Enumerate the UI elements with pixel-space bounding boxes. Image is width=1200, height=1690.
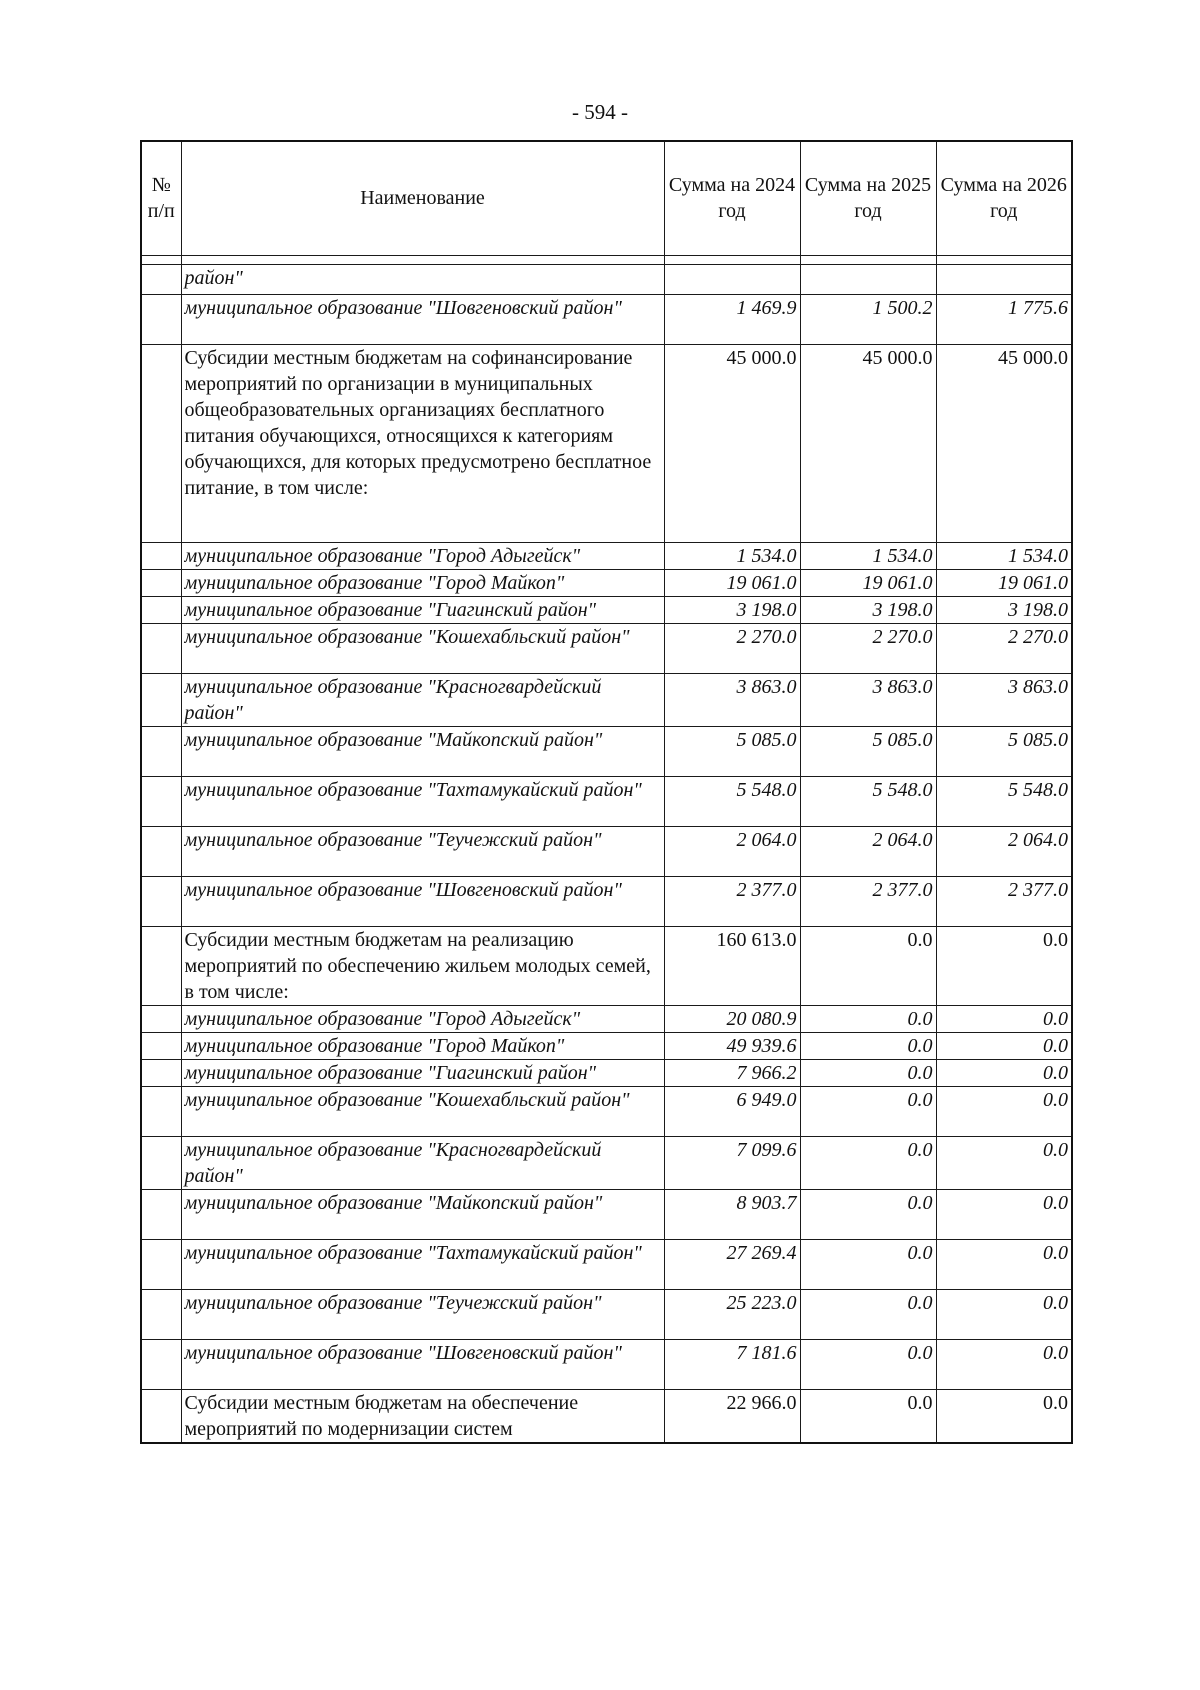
row-name-cell: муниципальное образование "Кошехабльский район" xyxy=(181,623,664,673)
row-value-2025: 0.0 xyxy=(800,1059,936,1086)
row-value-2025: 3 863.0 xyxy=(800,673,936,726)
table-row xyxy=(141,542,1072,569)
table-row xyxy=(141,1136,1072,1189)
row-name-cell: Субсидии местным бюджетам на софинансирование мероприятий по организации в муниципальных общеобразовательных организациях бесплатного питания обучающихся, относящихся к категориям обучающихся, для которых предусмотрено бесплатное питание, в том числе: xyxy=(181,344,664,542)
row-number-cell xyxy=(141,826,181,876)
table-row xyxy=(141,826,1072,876)
row-value-2026: 3 198.0 xyxy=(936,596,1072,623)
row-value-2025: 0.0 xyxy=(800,1389,936,1443)
row-value-2024: 49 939.6 xyxy=(664,1032,800,1059)
table-row xyxy=(141,1389,1072,1443)
row-number-cell xyxy=(141,876,181,926)
row-value-2024: 5 085.0 xyxy=(664,726,800,776)
table-row xyxy=(141,1059,1072,1086)
row-number-cell xyxy=(141,1239,181,1289)
row-value-2024: 1 534.0 xyxy=(664,542,800,569)
table-row xyxy=(141,264,1072,294)
budget-table xyxy=(140,140,1073,1444)
row-value-2026: 2 064.0 xyxy=(936,826,1072,876)
row-value-2025: 0.0 xyxy=(800,1086,936,1136)
row-value-2025: 5 548.0 xyxy=(800,776,936,826)
table-row xyxy=(141,673,1072,726)
row-name-cell: муниципальное образование "Город Майкоп" xyxy=(181,569,664,596)
row-value-2026: 0.0 xyxy=(936,1289,1072,1339)
row-value-2024: 160 613.0 xyxy=(664,926,800,1005)
row-value-2025: 0.0 xyxy=(800,1136,936,1189)
row-name-cell: муниципальное образование "Майкопский район" xyxy=(181,726,664,776)
row-name-cell: муниципальное образование "Тахтамукайский район" xyxy=(181,776,664,826)
row-number-cell xyxy=(141,344,181,542)
row-value-2024: 3 863.0 xyxy=(664,673,800,726)
table-body xyxy=(141,264,1072,1443)
row-number-cell xyxy=(141,264,181,294)
table-row xyxy=(141,1032,1072,1059)
row-value-2026: 0.0 xyxy=(936,1339,1072,1389)
row-number-cell xyxy=(141,569,181,596)
row-number-cell xyxy=(141,1136,181,1189)
row-value-2026: 0.0 xyxy=(936,1032,1072,1059)
row-value-2026: 1 534.0 xyxy=(936,542,1072,569)
table-row xyxy=(141,596,1072,623)
table-row xyxy=(141,623,1072,673)
row-number-cell xyxy=(141,673,181,726)
row-value-2026: 45 000.0 xyxy=(936,344,1072,542)
table-row xyxy=(141,569,1072,596)
row-value-2025: 2 377.0 xyxy=(800,876,936,926)
row-value-2025: 0.0 xyxy=(800,1289,936,1339)
row-name-cell: муниципальное образование "Кошехабльский район" xyxy=(181,1086,664,1136)
row-value-2026: 19 061.0 xyxy=(936,569,1072,596)
row-number-cell xyxy=(141,1289,181,1339)
row-value-2025: 3 198.0 xyxy=(800,596,936,623)
row-value-2026: 0.0 xyxy=(936,1005,1072,1032)
page-number: - 594 - xyxy=(572,100,628,124)
table-row xyxy=(141,1339,1072,1389)
row-value-2024: 27 269.4 xyxy=(664,1239,800,1289)
row-name-cell: муниципальное образование "Город Майкоп" xyxy=(181,1032,664,1059)
row-value-2026: 0.0 xyxy=(936,1389,1072,1443)
row-name-cell: муниципальное образование "Красногвардейский район" xyxy=(181,1136,664,1189)
row-value-2024: 19 061.0 xyxy=(664,569,800,596)
column-header-number: № п/п xyxy=(141,141,181,255)
row-value-2025: 0.0 xyxy=(800,926,936,1005)
row-value-2026: 0.0 xyxy=(936,1189,1072,1239)
row-value-2024: 7 181.6 xyxy=(664,1339,800,1389)
row-number-cell xyxy=(141,1032,181,1059)
header-row xyxy=(141,141,1072,255)
row-name-cell: муниципальное образование "Теучежский район" xyxy=(181,1289,664,1339)
row-value-2024: 1 469.9 xyxy=(664,294,800,344)
row-value-2026: 5 085.0 xyxy=(936,726,1072,776)
row-number-cell xyxy=(141,294,181,344)
row-value-2026: 3 863.0 xyxy=(936,673,1072,726)
row-name-cell: муниципальное образование "Тахтамукайский район" xyxy=(181,1239,664,1289)
row-value-2024: 2 270.0 xyxy=(664,623,800,673)
row-value-2025: 2 064.0 xyxy=(800,826,936,876)
row-value-2024: 3 198.0 xyxy=(664,596,800,623)
table-row xyxy=(141,344,1072,542)
table-row xyxy=(141,726,1072,776)
row-number-cell xyxy=(141,1005,181,1032)
row-name-cell: Субсидии местным бюджетам на реализацию мероприятий по обеспечению жильем молодых семей, в том числе: xyxy=(181,926,664,1005)
row-number-cell xyxy=(141,1389,181,1443)
row-value-2025: 1 534.0 xyxy=(800,542,936,569)
row-value-2024: 20 080.9 xyxy=(664,1005,800,1032)
row-value-2026: 0.0 xyxy=(936,1136,1072,1189)
row-value-2026: 2 270.0 xyxy=(936,623,1072,673)
row-number-cell xyxy=(141,726,181,776)
row-value-2025 xyxy=(800,264,936,294)
row-value-2026: 1 775.6 xyxy=(936,294,1072,344)
row-value-2024: 8 903.7 xyxy=(664,1189,800,1239)
row-value-2026: 0.0 xyxy=(936,1086,1072,1136)
row-value-2025: 0.0 xyxy=(800,1339,936,1389)
row-name-cell: муниципальное образование "Гиагинский район" xyxy=(181,596,664,623)
row-value-2026: 0.0 xyxy=(936,1239,1072,1289)
row-value-2026: 5 548.0 xyxy=(936,776,1072,826)
row-value-2024: 2 377.0 xyxy=(664,876,800,926)
row-value-2024: 25 223.0 xyxy=(664,1289,800,1339)
row-value-2025: 0.0 xyxy=(800,1239,936,1289)
column-header-2024: Сумма на 2024 год xyxy=(664,141,800,255)
row-value-2026 xyxy=(936,264,1072,294)
row-number-cell xyxy=(141,926,181,1005)
row-number-cell xyxy=(141,1059,181,1086)
row-name-cell: муниципальное образование "Красногвардейский район" xyxy=(181,673,664,726)
row-name-cell: муниципальное образование "Шовгеновский район" xyxy=(181,1339,664,1389)
table-row xyxy=(141,1086,1072,1136)
row-value-2025: 5 085.0 xyxy=(800,726,936,776)
row-value-2024: 7 099.6 xyxy=(664,1136,800,1189)
row-number-cell xyxy=(141,1189,181,1239)
table-row xyxy=(141,876,1072,926)
row-value-2025: 0.0 xyxy=(800,1005,936,1032)
table-row xyxy=(141,294,1072,344)
row-value-2024: 7 966.2 xyxy=(664,1059,800,1086)
row-value-2024: 5 548.0 xyxy=(664,776,800,826)
column-header-name: Наименование xyxy=(181,141,664,255)
column-header-2025: Сумма на 2025 год xyxy=(800,141,936,255)
table-row xyxy=(141,1189,1072,1239)
row-value-2026: 0.0 xyxy=(936,926,1072,1005)
row-name-cell: муниципальное образование "Шовгеновский район" xyxy=(181,876,664,926)
row-value-2025: 1 500.2 xyxy=(800,294,936,344)
row-name-cell: Субсидии местным бюджетам на обеспечение мероприятий по модернизации систем xyxy=(181,1389,664,1443)
row-name-cell: муниципальное образование "Шовгеновский район" xyxy=(181,294,664,344)
row-value-2025: 45 000.0 xyxy=(800,344,936,542)
table-row xyxy=(141,1289,1072,1339)
row-name-cell: район" xyxy=(181,264,664,294)
row-value-2025: 0.0 xyxy=(800,1189,936,1239)
row-number-cell xyxy=(141,776,181,826)
row-name-cell: муниципальное образование "Майкопский район" xyxy=(181,1189,664,1239)
table-row xyxy=(141,1005,1072,1032)
row-number-cell xyxy=(141,596,181,623)
column-header-2026: Сумма на 2026 год xyxy=(936,141,1072,255)
row-value-2024: 22 966.0 xyxy=(664,1389,800,1443)
row-number-cell xyxy=(141,623,181,673)
header-gap-row xyxy=(141,255,1072,264)
row-name-cell: муниципальное образование "Город Адыгейск" xyxy=(181,542,664,569)
row-number-cell xyxy=(141,1339,181,1389)
row-value-2024 xyxy=(664,264,800,294)
row-value-2026: 0.0 xyxy=(936,1059,1072,1086)
table-row xyxy=(141,776,1072,826)
row-number-cell xyxy=(141,1086,181,1136)
row-number-cell xyxy=(141,542,181,569)
row-value-2024: 2 064.0 xyxy=(664,826,800,876)
row-value-2024: 45 000.0 xyxy=(664,344,800,542)
row-value-2025: 0.0 xyxy=(800,1032,936,1059)
row-value-2025: 19 061.0 xyxy=(800,569,936,596)
table-row xyxy=(141,926,1072,1005)
row-name-cell: муниципальное образование "Гиагинский район" xyxy=(181,1059,664,1086)
table-row xyxy=(141,1239,1072,1289)
row-value-2026: 2 377.0 xyxy=(936,876,1072,926)
row-value-2025: 2 270.0 xyxy=(800,623,936,673)
row-name-cell: муниципальное образование "Теучежский район" xyxy=(181,826,664,876)
row-name-cell: муниципальное образование "Город Адыгейск" xyxy=(181,1005,664,1032)
row-value-2024: 6 949.0 xyxy=(664,1086,800,1136)
